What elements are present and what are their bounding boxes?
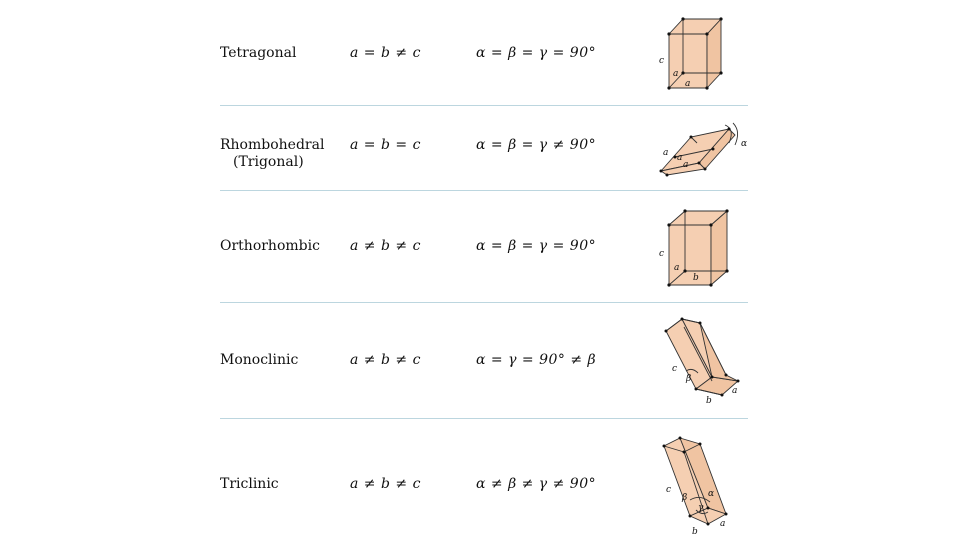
- angle-label: γ: [698, 503, 704, 513]
- angle-relation: α = β = γ = 90°: [476, 238, 597, 254]
- angle-relation: α ≠ β ≠ γ ≠ 90°: [476, 476, 597, 492]
- lattice-relation: a = b = c: [350, 137, 421, 153]
- axis-label: a: [685, 79, 691, 89]
- axis-label: a: [673, 69, 679, 79]
- angle-label: α: [741, 139, 748, 149]
- angle-relation: α = β = γ ≠ 90°: [476, 137, 597, 153]
- row-divider: [220, 105, 748, 106]
- axis-label: a: [674, 263, 680, 273]
- angle-relation: α = β = γ = 90°: [476, 45, 597, 61]
- angle-label: β: [686, 374, 692, 384]
- lattice-relation: a = b ≠ c: [350, 45, 421, 61]
- row-divider: [220, 190, 748, 191]
- row-divider: [220, 418, 748, 419]
- system-name: Triclinic: [220, 476, 279, 492]
- axis-label: b: [693, 273, 699, 283]
- system-name: Monoclinic: [220, 352, 299, 368]
- angle-relation: α = γ = 90° ≠ β: [476, 352, 597, 368]
- axis-label: b: [692, 527, 698, 537]
- axis-label: c: [659, 249, 665, 259]
- axis-label: c: [672, 364, 678, 374]
- system-name: Rhombohedral: [220, 137, 325, 153]
- axis-label: a: [732, 386, 738, 396]
- monoclinic-cell-icon: [660, 315, 745, 407]
- angle-label: β: [682, 493, 688, 503]
- orthorhombic-cell-icon: [655, 203, 740, 288]
- triclinic-cell-icon: [656, 434, 746, 538]
- lattice-relation: a ≠ b ≠ c: [350, 238, 421, 254]
- lattice-relation: a ≠ b ≠ c: [350, 476, 421, 492]
- rhombohedral-cell-icon: [655, 115, 755, 180]
- axis-label: a: [677, 153, 683, 163]
- tetragonal-cell-icon: [655, 14, 735, 94]
- axis-label: a: [683, 160, 689, 170]
- lattice-relation: a ≠ b ≠ c: [350, 352, 421, 368]
- axis-label: b: [706, 396, 712, 406]
- system-name: Tetragonal: [220, 45, 297, 61]
- system-name: Orthorhombic: [220, 238, 320, 254]
- axis-label: a: [663, 148, 669, 158]
- system-name-alt: (Trigonal): [233, 154, 304, 170]
- axis-label: c: [659, 56, 665, 66]
- axis-label: c: [666, 485, 672, 495]
- axis-label: a: [720, 519, 726, 529]
- angle-label: α: [708, 489, 715, 499]
- row-divider: [220, 302, 748, 303]
